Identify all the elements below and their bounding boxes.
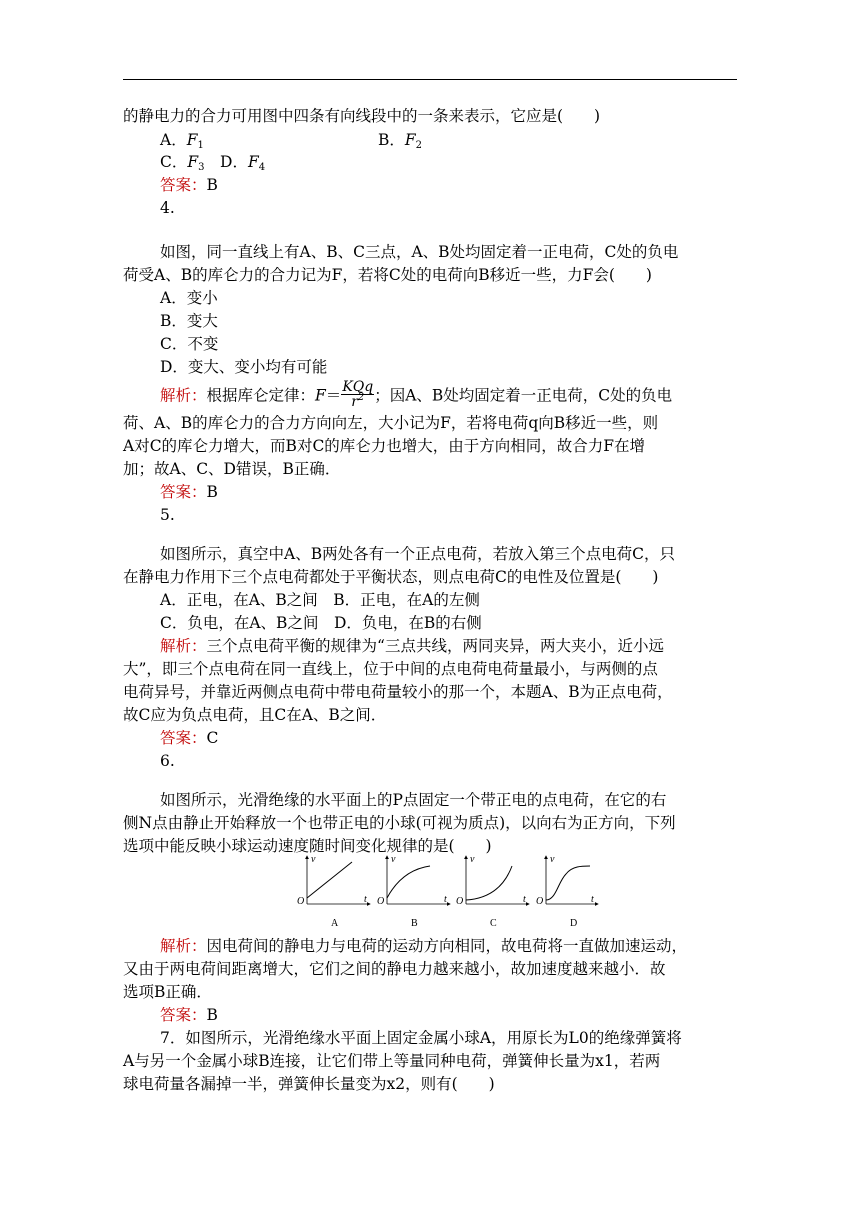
q4-answer: 答案：B: [160, 483, 218, 501]
q5-stem-1: 如图所示，真空中A、B两处各有一个正点电荷，若放入第三个点电荷C，只: [160, 545, 675, 563]
q6-stem-2: 侧N点由静止开始释放一个也带正电的小球(可视为质点)，以向右为正方向，下列: [123, 814, 676, 832]
graph-b: [377, 854, 450, 929]
q7-stem-1: 7．如图所示，光滑绝缘水平面上固定金属小球A，用原长为L0的绝缘弹簧将: [160, 1029, 682, 1047]
q6-analysis-1: 解析：因电荷间的静电力与电荷的运动方向相同，故电荷将一直做加速运动，: [160, 937, 688, 955]
graph-d-curve: [546, 866, 590, 900]
q4-stem-1: 如图，同一直线上有A、B、C三点，A、B处均固定着一正电荷，C处的负电: [160, 243, 679, 261]
q3-option-a: A．$F_1$: [160, 131, 204, 151]
q4-option-d: D．变大、变小均有可能: [160, 358, 328, 376]
q5-number: 5.: [160, 506, 175, 524]
graph-c: [456, 854, 529, 929]
graph-b-curve: [387, 866, 430, 898]
q4-option-b: B．变大: [160, 312, 218, 330]
coulomb-fraction: $\frac{\text{KQq}}{r^2}$: [342, 379, 374, 410]
graph-b-t-label: t: [444, 894, 447, 905]
graph-c-origin: O: [456, 896, 464, 907]
graph-b-v-label: v: [391, 854, 396, 865]
q5-answer: 答案：C: [160, 729, 219, 747]
q3-answer: 答案：B: [160, 176, 218, 194]
q3-stem-tail: 的静电力的合力可用图中四条有向线段中的一条来表示，它应是( ): [123, 107, 601, 125]
q6-answer: 答案：B: [160, 1006, 218, 1024]
q4-analysis-2: 荷、A、B的库仑力的合力方向向左，大小记为F，若将电荷q向B移近一些，则: [123, 414, 659, 432]
graph-d-label: D: [570, 918, 578, 929]
q3-option-cd: C．$F_3$ D．$F_4$: [160, 153, 266, 173]
q6-analysis-2: 又由于两电荷间距离增大，它们之间的静电力越来越小，故加速度越来越小．故: [123, 960, 666, 978]
graph-d-v-label: v: [550, 854, 555, 865]
graph-c-v-label: v: [470, 854, 475, 865]
graph-a-origin: O: [297, 896, 305, 907]
q4-analysis-1: 解析：根据库仑定律：F＝ $\frac{\text{KQq}}{r^2}$ ；因A、B处均固定着一正电荷，C处的负电: [160, 379, 673, 410]
graph-d-origin: O: [536, 896, 544, 907]
graph-b-origin: O: [377, 896, 385, 907]
q6-vt-graphs: [290, 852, 600, 930]
q4-analysis-4: 加；故A、C、D错误，B正确．: [123, 460, 341, 478]
graph-c-t-label: t: [523, 894, 526, 905]
q7-stem-3: 球电荷量各漏掉一半，弹簧伸长量变为x2，则有( ): [123, 1075, 495, 1093]
q6-stem-3: 选项中能反映小球运动速度随时间变化规律的是( ): [123, 837, 492, 855]
q3-option-b: B．$F_2$: [378, 131, 423, 151]
graph-c-curve: [466, 866, 512, 900]
graph-a-label: A: [331, 918, 339, 929]
graph-d: [536, 854, 598, 929]
q4-stem-2: 荷受A、B的库仑力的合力记为F，若将C处的电荷向B移近一些，力F会( ): [123, 266, 652, 284]
q4-number: 4.: [160, 199, 175, 217]
q5-options-ab: A．正电，在A、B之间 B．正电，在A的左侧: [160, 591, 480, 609]
q5-stem-2: 在静电力作用下三个点电荷都处于平衡状态，则点电荷C的电性及位置是( ): [123, 568, 659, 586]
q4-option-a: A．变小: [160, 289, 218, 307]
graph-a: [297, 854, 370, 929]
graph-b-label: B: [411, 918, 418, 929]
q5-analysis-4: 故C应为负点电荷，且C在A、B之间．: [123, 706, 387, 724]
header-rule: [123, 79, 737, 80]
graph-d-t-label: t: [591, 894, 594, 905]
q6-analysis-3: 选项B正确．: [123, 983, 212, 1001]
q5-analysis-2: 大”，即三个点电荷在同一直线上，位于中间的点电荷电荷量最小，与两侧的点: [123, 660, 658, 678]
q5-analysis-1: 解析：三个点电荷平衡的规律为“三点共线，两同夹异，两大夹小，近小远: [160, 637, 664, 655]
q5-options-cd: C．负电，在A、B之间 D．负电，在B的右侧: [160, 614, 482, 632]
q4-option-c: C．不变: [160, 335, 219, 353]
q4-analysis-3: A对C的库仑力增大，而B对C的库仑力也增大，由于方向相同，故合力F在增: [123, 437, 646, 455]
graph-a-curve: [307, 862, 352, 898]
graph-a-v-label: v: [311, 854, 316, 865]
graph-a-t-label: t: [364, 894, 367, 905]
q5-analysis-3: 电荷异号，并靠近两侧点电荷中带电荷量较小的那一个，本题A、B为正点电荷，: [123, 683, 673, 701]
q6-number: 6.: [160, 752, 175, 770]
q7-stem-2: A与另一个金属小球B连接，让它们带上等量同种电荷，弹簧伸长量为x1，若两: [123, 1052, 661, 1070]
q6-stem-1: 如图所示，光滑绝缘的水平面上的P点固定一个带正电的点电荷，在它的右: [160, 791, 667, 809]
graph-c-label: C: [490, 918, 497, 929]
